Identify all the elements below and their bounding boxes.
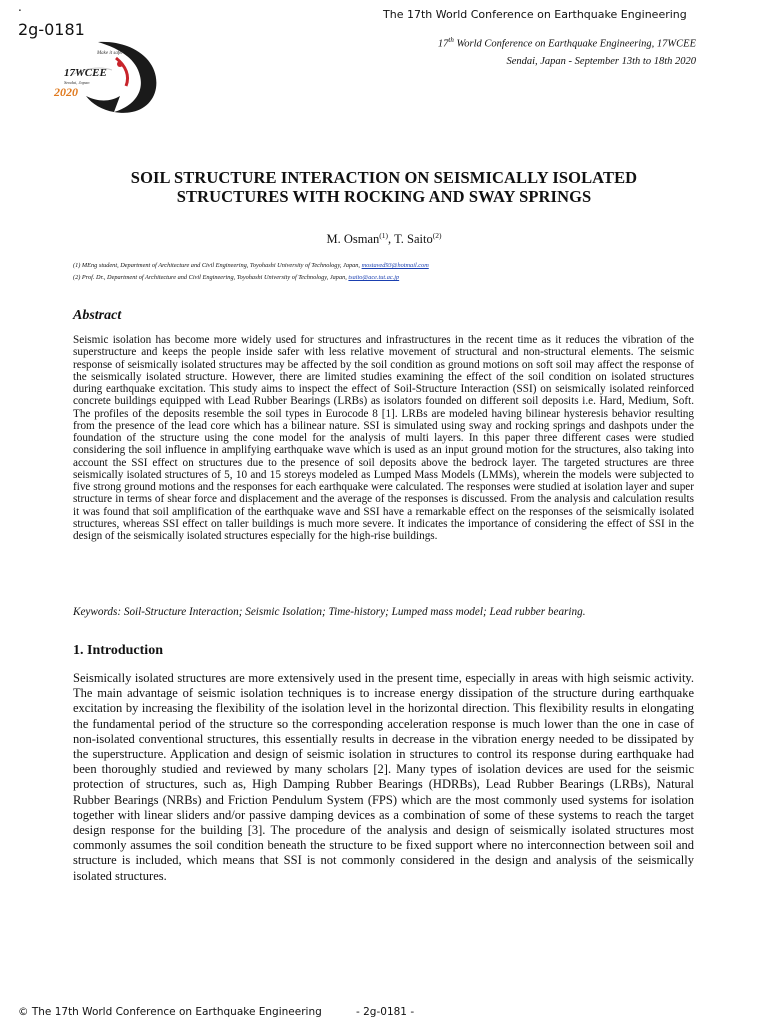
introduction-heading: 1. Introduction (73, 643, 163, 658)
conference-banner: The 17th World Conference on Earthquake Engineering (383, 8, 687, 21)
svg-text:Sendai, Japan: Sendai, Japan (64, 80, 90, 85)
keywords: Keywords: Soil-Structure Interaction; Seismic Isolation; Time-history; Lumped mass model; Lead rubber bearing. (73, 606, 586, 618)
conference-name: 17th World Conference on Earthquake Engineering, 17WCEE (437, 36, 696, 50)
svg-text:2020: 2020 (54, 85, 78, 99)
svg-text:Make it safer: Make it safer (97, 51, 124, 56)
svg-text:17WCEE: 17WCEE (64, 67, 107, 79)
wcee-logo-icon (40, 40, 160, 116)
affiliation-2-email-link[interactable]: tsaito@ace.tut.ac.jp (348, 274, 400, 281)
conference-logo (40, 40, 160, 116)
abstract-heading: Abstract (73, 308, 122, 323)
corner-dot: . (18, 0, 22, 14)
affiliation-2: (2) Prof. Dr., Department of Architecture and Civil Engineering, Toyohashi University of Technology, Japan, tsaito@ace.tut.ac.jp (73, 274, 400, 281)
footer-page-number: - 2g-0181 - (356, 1006, 415, 1018)
paper-title: SOIL STRUCTURE INTERACTION ON SEISMICALLY ISOLATED STRUCTURES WITH ROCKING AND SWAY SPRINGS (130, 168, 638, 206)
footer-copyright: © The 17th World Conference on Earthquake Engineering (18, 1006, 322, 1018)
affiliation-1-email-link[interactable]: mostaved93@hotmail.com (361, 262, 429, 269)
paper-id: 2g-0181 (18, 20, 85, 39)
authors: M. Osman$^{(1)}$, T. Saito$^{(2)}$ (326, 231, 442, 246)
abstract-body: Seismic isolation has become more widely used for structures and infrastructures in the recent time as it reduces the vibration of the superstructure and keeps the people inside safer with less relative movement of structural and non-structural elements. The seismic response of seismically isolated structures may be affected by the soil condition as ground motions on soft soil may affect the response of the seismically isolated structure. However, there are limited studies examining the effect of the soil condition on isolated structures during earthquake excitation. This study aims to inspect the effect of Soil-Structure Interaction (SSI) on seismically isolated reinforced concrete buildings equipped with Lead Rubber Bearings (LRBs) as isolators founded on different soil deposits i.e. Hard, Medium, Soft. The profiles of the deposits resemble the soil types in Eurocode 8 [1]. LRBs are modeled having bilinear hysteresis behavior resulting from the presence of the lead core which has a bilinear nature. SSI is simulated using sway and rocking springs and dashpots under the foundation of the structure using the cone model for the analysis of multi layers. In this paper three different cases were studied considering the soil influence in amplifying earthquake wave which is used as an input ground motion for the structures, also taking into account the SSI effect on structures due to the presence of soil deposits above the bedrock layer. The targeted structures are three seismically isolated structures of 5, 10 and 15 storeys modeled as Lumped Mass Models (LMMs), wherein the models were subjected to five strong ground motions and the responses for each earthquake were calculated. The responses were studied at isolation layer and super structure in terms of shear force and displacement and the average of the responses is discussed. From the analysis and calculation results it was found that soil amplification of the earthquake wave and SSI have a remarkable effect on the responses of the seismically isolated structures, whereas SSI effect on taller buildings is much more severe. It indicates the importance of considering the effect of SSI in the design of the seismically isolated structures especially for the high-rise buildings. (73, 334, 694, 542)
affiliation-1: (1) MEng student, Department of Architecture and Civil Engineering, Toyohashi University of Technology, Japan, mostaved93@hotmail.com (73, 262, 429, 269)
introduction-body: Seismically isolated structures are more extensively used in the present time, especially in areas with high seismic activity. The main advantage of seismic isolation techniques is to increase energy dissipation of the structure during earthquake excitation by increasing the flexibility of the isolation level in the horizontal direction. This flexibility results in elongating the fundamental period of the structure so the corresponding acceleration response is much lower than the one in case of non-isolated conventional structures, this essentially results in decrease in the vibration energy needed to be dissipated by the superstructure. Application and design of seismic isolation in structures to control its response during earthquake had been thoroughly studied and reviewed by many scholars [2]. Many types of isolation devices are used for the seismic protection of structures, such as, High Damping Rubber Bearings (HDRBs), Lead Rubber Bearings (LRBs), Natural Rubber Bearings (NRBs) and Friction Pendulum System (FPS) which are the most commonly used systems for isolation together with linear sliders and/or passive damping devices as a combination of some of these systems to reach the target design response for the building [3]. The procedure of the analysis and design of seismically isolated structures most commonly assumes the soil condition beneath the structure to be fixed support where no interconnection between soil and structure is included, which means that SSI is not commonly considered in the design and analysis of the seismically isolated structures. (73, 671, 694, 883)
conference-location-dates: Sendai, Japan - September 13th to 18th 2020 (506, 56, 696, 67)
